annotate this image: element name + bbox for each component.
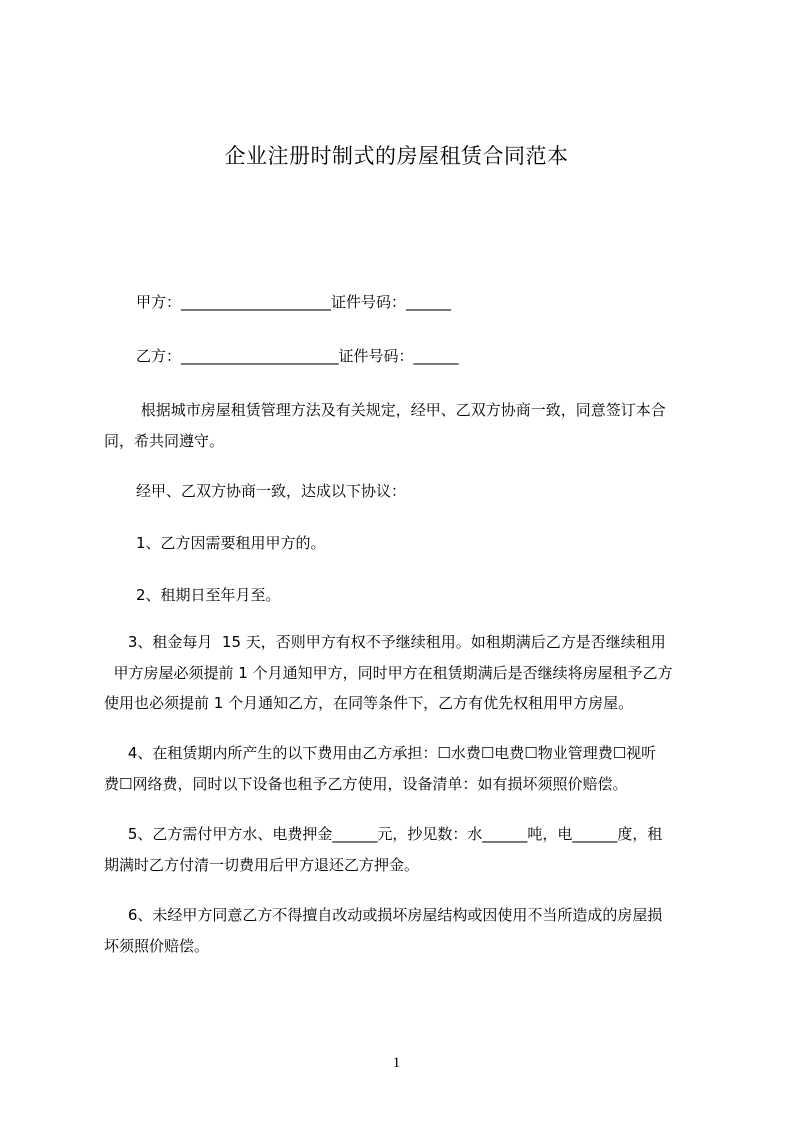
clause-3 xyxy=(104,627,716,719)
document-title: 企业注册时制式的房屋租赁合同范本 xyxy=(224,144,569,168)
clause-line: 使用也必须提前 1 个月通知乙方，在同等条件下，乙方有优先权租用甲方房屋。 xyxy=(104,694,634,712)
intro-line: 根据城市房屋租赁管理方法及有关规定，经甲、乙双方协商一致，同意签订本合 xyxy=(136,401,666,419)
clause-6 xyxy=(104,900,716,961)
intro-paragraph xyxy=(104,395,736,456)
page-number: 1 xyxy=(392,1055,401,1071)
clause-line: 6、未经甲方同意乙方不得擅自改动或损坏房屋结构或因使用不当所造成的房屋损 xyxy=(104,906,663,924)
intro-line: 同，希共同遵守。 xyxy=(104,431,225,450)
clause-line: 坏须照价赔偿。 xyxy=(104,936,210,955)
clause-line: 5、乙方需付甲方水、电费押金______元，抄见数：水______吨，电______度，租 xyxy=(104,825,663,843)
clause-line: 甲方房屋必须提前 1 个月通知甲方，同时甲方在租赁期满后是否继续将房屋租予乙方 xyxy=(104,663,673,682)
party-b-line: 乙方：_____________________证件号码：______ xyxy=(136,347,459,365)
clause-line: 费☐网络费，同时以下设备也租予乙方使用，设备清单：如有损坏须照价赔偿。 xyxy=(104,774,628,793)
clause-4 xyxy=(104,738,716,799)
clause-5 xyxy=(104,819,716,880)
clause-1: 1、乙方因需要租用甲方的。 xyxy=(136,534,326,552)
party-a-line: 甲方：____________________证件号码：______ xyxy=(136,293,452,311)
clause-2: 2、租期日至年月至。 xyxy=(136,586,281,604)
clause-line: 3、租金每月 15 天，否则甲方有权不予继续租用。如租期满后乙方是否继续租用 xyxy=(104,633,666,651)
clause-line: 4、在租赁期内所产生的以下费用由乙方承担：☐水费☐电费☐物业管理费☐视听 xyxy=(104,744,657,762)
agreement-intro: 经甲、乙双方协商一致，达成以下协议： xyxy=(136,482,407,500)
clause-line: 期满时乙方付清一切费用后甲方退还乙方押金。 xyxy=(104,855,420,874)
